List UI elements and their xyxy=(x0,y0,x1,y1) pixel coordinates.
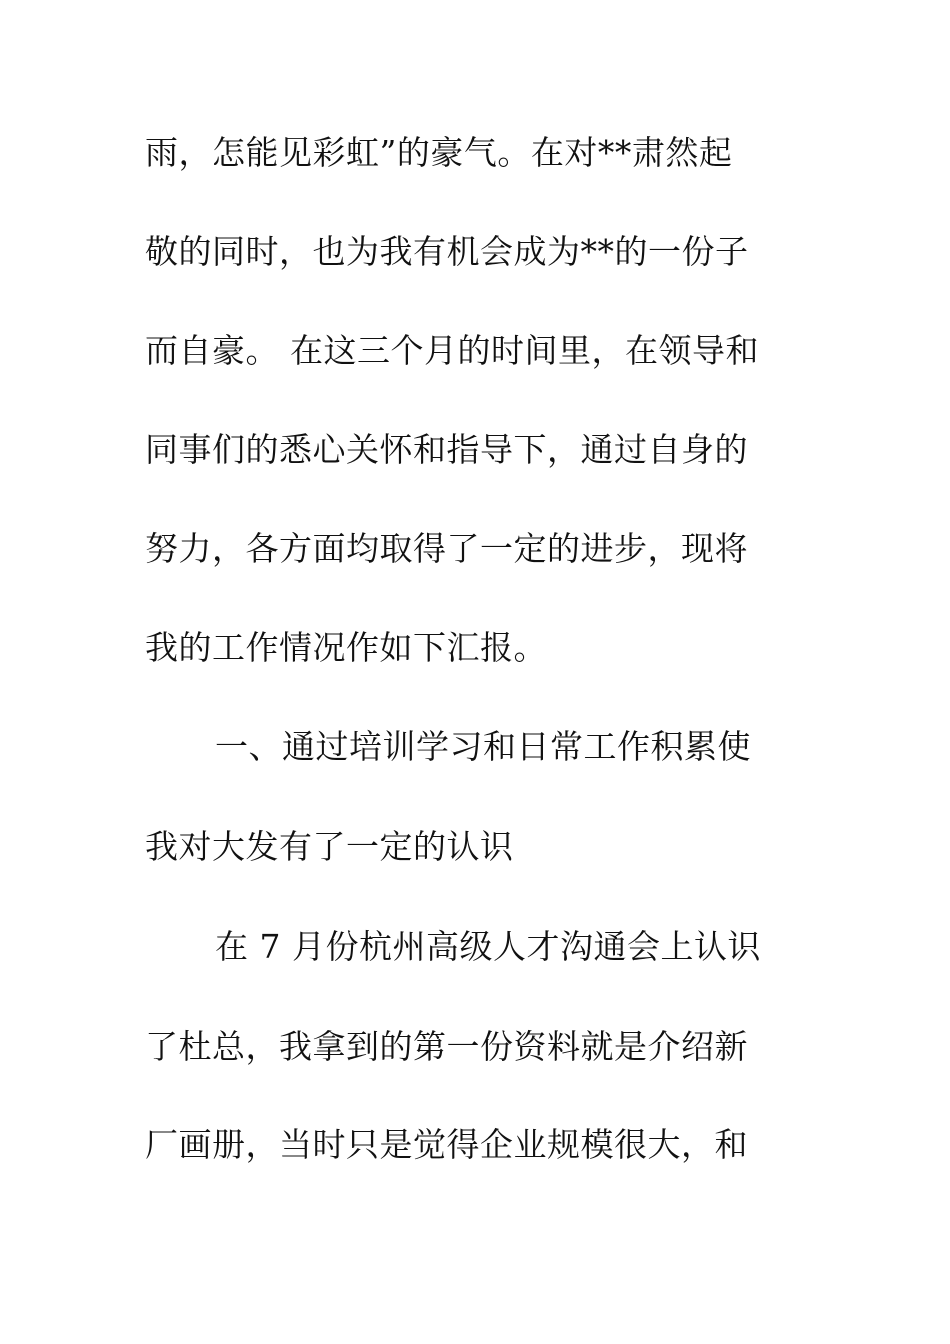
paragraph-first-line: 在 7 月份杭州高级人才沟通会上认识 xyxy=(215,927,761,966)
text-line: 努力，各方面均取得了一定的进步，现将 xyxy=(145,529,748,568)
text-line: 我的工作情况作如下汇报。 xyxy=(145,628,547,667)
text-line: 而自豪。 在这三个月的时间里，在领导和 xyxy=(145,331,759,370)
text-line: 了杜总，我拿到的第一份资料就是介绍新 xyxy=(145,1027,748,1066)
section-heading-continued: 我对大发有了一定的认识 xyxy=(145,827,514,866)
text-line: 同事们的悉心关怀和指导下，通过自身的 xyxy=(145,430,748,469)
section-heading: 一、通过培训学习和日常工作积累使 xyxy=(215,727,751,766)
text-line: 厂画册，当时只是觉得企业规模很大，和 xyxy=(145,1125,748,1164)
text-line: 雨，怎能见彩虹”的豪气。在对**肃然起 xyxy=(145,133,733,172)
text-line: 敬的同时，也为我有机会成为**的一份子 xyxy=(145,232,749,271)
